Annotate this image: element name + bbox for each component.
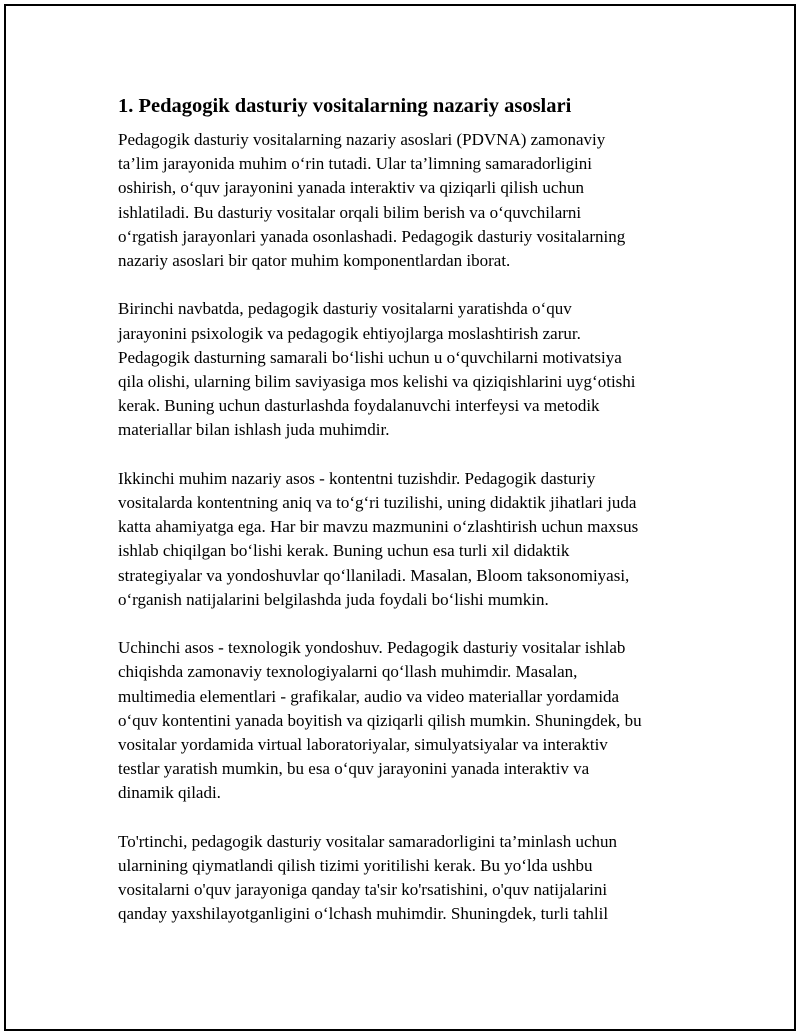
text-line: kerak. Buning uchun dasturlashda foydalanuvchi interfeysi va metodik xyxy=(118,396,600,416)
paragraph-3 xyxy=(118,467,690,612)
text-line: materiallar bilan ishlash juda muhimdir. xyxy=(118,420,390,440)
text-line: dinamik qiladi. xyxy=(118,783,221,803)
paragraph-5 xyxy=(118,830,690,927)
text-line: chiqishda zamonaviy texnologiyalarni qo‘llash muhimdir. Masalan, xyxy=(118,662,578,682)
text-line: katta ahamiyatga ega. Har bir mavzu mazmunini o‘zlashtirish uchun maxsus xyxy=(118,517,639,537)
text-line: qila olishi, ularning bilim saviyasiga mos kelishi va qiziqishlarini uyg‘otishi xyxy=(118,372,636,392)
text-line: Uchinchi asos - texnologik yondoshuv. Pedagogik dasturiy vositalar ishlab xyxy=(118,638,626,658)
paragraph-4 xyxy=(118,636,690,805)
text-line: Birinchi navbatda, pedagogik dasturiy vositalarni yaratishda o‘quv xyxy=(118,299,572,319)
text-line: ishlatiladi. Bu dasturiy vositalar orqali bilim berish va o‘quvchilarni xyxy=(118,202,582,222)
text-line: oshirish, o‘quv jarayonini yanada interaktiv va qiziqarli qilish uchun xyxy=(118,178,584,198)
text-line: testlar yaratish mumkin, bu esa o‘quv jarayonini yanada interaktiv va xyxy=(118,759,590,779)
text-line: o‘rganish natijalarini belgilashda juda foydali bo‘lishi mumkin. xyxy=(118,589,549,609)
text-line: o‘rgatish jarayonlari yanada osonlashadi. Pedagogik dasturiy vositalarning xyxy=(118,226,626,246)
text-line: o‘quv kontentini yanada boyitish va qiziqarli qilish mumkin. Shuningdek, bu xyxy=(118,710,642,730)
text-line: vositalarda kontentning aniq va to‘g‘ri tuzilishi, uning didaktik jihatlari juda xyxy=(118,493,637,513)
paragraph-1 xyxy=(118,128,690,273)
text-line: multimedia elementlari - grafikalar, audio va video materiallar yordamida xyxy=(118,686,620,706)
text-line: vositalar yordamida virtual laboratoriyalar, simulyatsiyalar va interaktiv xyxy=(118,735,608,755)
paragraph-2 xyxy=(118,297,690,442)
text-line: vositalarni o'quv jarayoniga qanday ta'sir ko'rsatishini, o'quv natijalarini xyxy=(118,880,608,900)
text-line: ularnining qiymatlandi qilish tizimi yoritilishi kerak. Bu yo‘lda ushbu xyxy=(118,856,593,876)
text-line: ta’lim jarayonida muhim o‘rin tutadi. Ular ta’limning samaradorligini xyxy=(118,154,592,174)
text-line: To'rtinchi, pedagogik dasturiy vositalar samaradorligini ta’minlash uchun xyxy=(118,831,618,851)
section-heading: 1. Pedagogik dasturiy vositalarning nazariy asoslari xyxy=(118,95,572,117)
text-line: Ikkinchi muhim nazariy asos - kontentni tuzishdir. Pedagogik dasturiy xyxy=(118,468,596,488)
text-line: qanday yaxshilayotganligini o‘lchash muhimdir. Shuningdek, turli tahlil xyxy=(118,904,609,924)
text-line: Pedagogik dasturning samarali bo‘lishi uchun u o‘quvchilarni motivatsiya xyxy=(118,347,622,367)
text-line: strategiyalar va yondoshuvlar qo‘llaniladi. Masalan, Bloom taksonomiyasi, xyxy=(118,565,630,585)
text-line: ishlab chiqilgan bo‘lishi kerak. Buning uchun esa turli xil didaktik xyxy=(118,541,570,561)
document-body xyxy=(118,92,690,951)
text-line: Pedagogik dasturiy vositalarning nazariy asoslari (PDVNA) zamonaviy xyxy=(118,130,606,149)
text-line: jarayonini psixologik va pedagogik ehtiyojlarga moslashtirish zarur. xyxy=(118,323,581,343)
text-line: nazariy asoslari bir qator muhim komponentlardan iborat. xyxy=(118,251,511,271)
